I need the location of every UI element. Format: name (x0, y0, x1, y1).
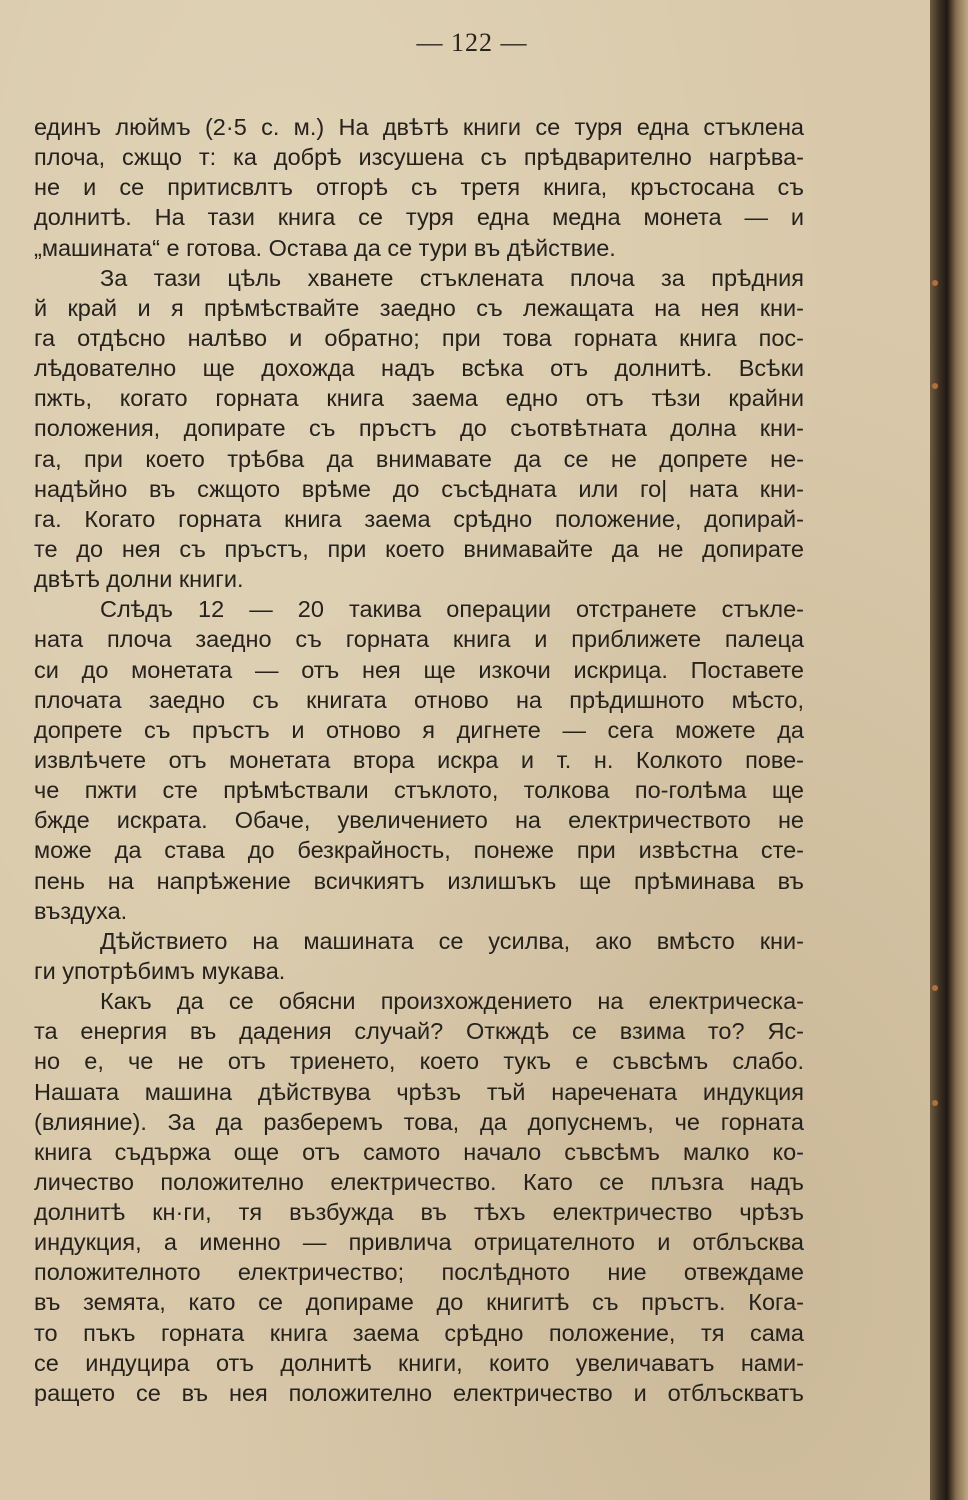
text-line: долнитѣ кн·ги, тя възбужда въ тѣхъ електричество чрѣзъ (34, 1199, 804, 1226)
page-number: — 122 — (416, 28, 528, 57)
text-line: допрете съ пръстъ и отново я дигнете — сега можете да (34, 716, 804, 743)
text-line: то пъкъ горната книга заема срѣдно положение, тя сама (34, 1319, 804, 1346)
text-line: бжде искрата. Обаче, увеличението на електричеството не (34, 807, 804, 834)
text-line: личество положително електричество. Като се плъзга надъ (34, 1168, 804, 1195)
text-line: лѣдователно ще дохожда надъ всѣка отъ долнитѣ. Всѣки (34, 355, 804, 382)
text-line: Нашата машина дѣйствува чрѣзъ тъй наречената индукция (34, 1078, 804, 1105)
text-line: пень на напрѣжение всичкиятъ излишъкъ ще прѣминава въ (34, 867, 804, 894)
text-line: те до нея съ пръстъ, при което внимавайте да не допирате (34, 535, 804, 562)
spine-stain (932, 280, 938, 286)
spine-stain (932, 1100, 938, 1106)
text-line: се индуцира отъ долнитѣ книги, които увеличаватъ нами- (34, 1349, 804, 1376)
text-line: индукция, а именно — привлича отрицателното и отблъсква (34, 1229, 804, 1256)
book-spine (930, 0, 968, 1500)
text-line: въ земята, като се допираме до книгитѣ съ пръстъ. Кога- (34, 1289, 804, 1316)
text-line: ращето се въ нея положително електричество и отблъскватъ (34, 1379, 804, 1406)
text-line: че пжти сте прѣмѣствали стъклото, толкова по-голѣма ще (34, 777, 804, 804)
text-line: та енергия въ дадения случай? Откждѣ се взима то? Яс- (34, 1018, 804, 1045)
text-line: положения, допирате съ пръстъ до съотвѣтната долна кни- (34, 415, 804, 442)
text-line: (влияние). За да разберемъ това, да допуснемъ, че горната (34, 1108, 804, 1135)
text-line: надѣйно въ сжщото врѣме до съсѣдната или го| ната кни- (34, 475, 804, 502)
text-line: Слѣдъ 12 — 20 такива операции отстранете стъкле- (100, 596, 804, 623)
text-line: Дѣйствието на машината се усилва, ако вмѣсто кни- (100, 927, 804, 954)
text-line: извлѣчете отъ монетата втора искра и т. н. Колкото пове- (34, 746, 804, 773)
text-line: двѣтѣ долни книги. (34, 566, 244, 593)
text-line: га. Когато горната книга заема срѣдно положение, допирай- (34, 505, 804, 532)
text-line: За тази цѣль хванете стъклената плоча за прѣдния (100, 264, 804, 291)
text-line: ги употрѣбимъ мукава. (34, 957, 286, 984)
text-line: единъ люймъ (2·5 с. м.) На двѣтѣ книги се туря една стъклена (34, 114, 804, 140)
text-line: пжть, когато горната книга заема едно отъ тѣзи крайни (34, 385, 804, 412)
body-text (34, 112, 804, 1408)
text-line: но е, че не отъ триенето, което тукъ е съвсѣмъ слабо. (34, 1048, 804, 1075)
text-line: Какъ да се обясни произхождението на електрическа- (100, 988, 804, 1015)
text-line: може да става до безкрайность, понеже при извѣстна сте- (34, 837, 804, 864)
text-line: не и се притисвлтъ отгорѣ съ третя книга, кръстосана съ (34, 174, 804, 201)
text-line: „машината“ е готова. Остава да се тури въ дѣйствие. (34, 234, 616, 261)
text-line: ната плоча заедно съ горната книга и приближете палеца (34, 626, 804, 653)
text-line: га, при което трѣбва да внимавате да се не допрете не- (34, 445, 804, 472)
text-line: книга съдържа още отъ самото начало съвсѣмъ малко ко- (34, 1138, 804, 1165)
spine-stain (932, 985, 938, 991)
text-line: положителното електричество; послѣдното ние отвеждаме (34, 1259, 804, 1286)
text-line: долнитѣ. На тази книга се туря една медна монета — и (34, 204, 804, 231)
spine-stain (932, 383, 938, 389)
text-line: га отдѣсно налѣво и обратно; при това горната книга пос- (34, 324, 804, 351)
text-line: плоча, сжщо т: ка добрѣ изсушена съ прѣдварително нагрѣва- (34, 144, 804, 171)
text-line: си до монетата — отъ нея ще изкочи искрица. Поставете (34, 656, 804, 683)
text-line: въздуха. (34, 897, 128, 924)
text-line: плочата заедно съ книгата отново на прѣдишното мѣсто, (34, 686, 804, 713)
text-line: й край и я прѣмѣствайте заедно съ лежащата на нея кни- (34, 294, 804, 321)
